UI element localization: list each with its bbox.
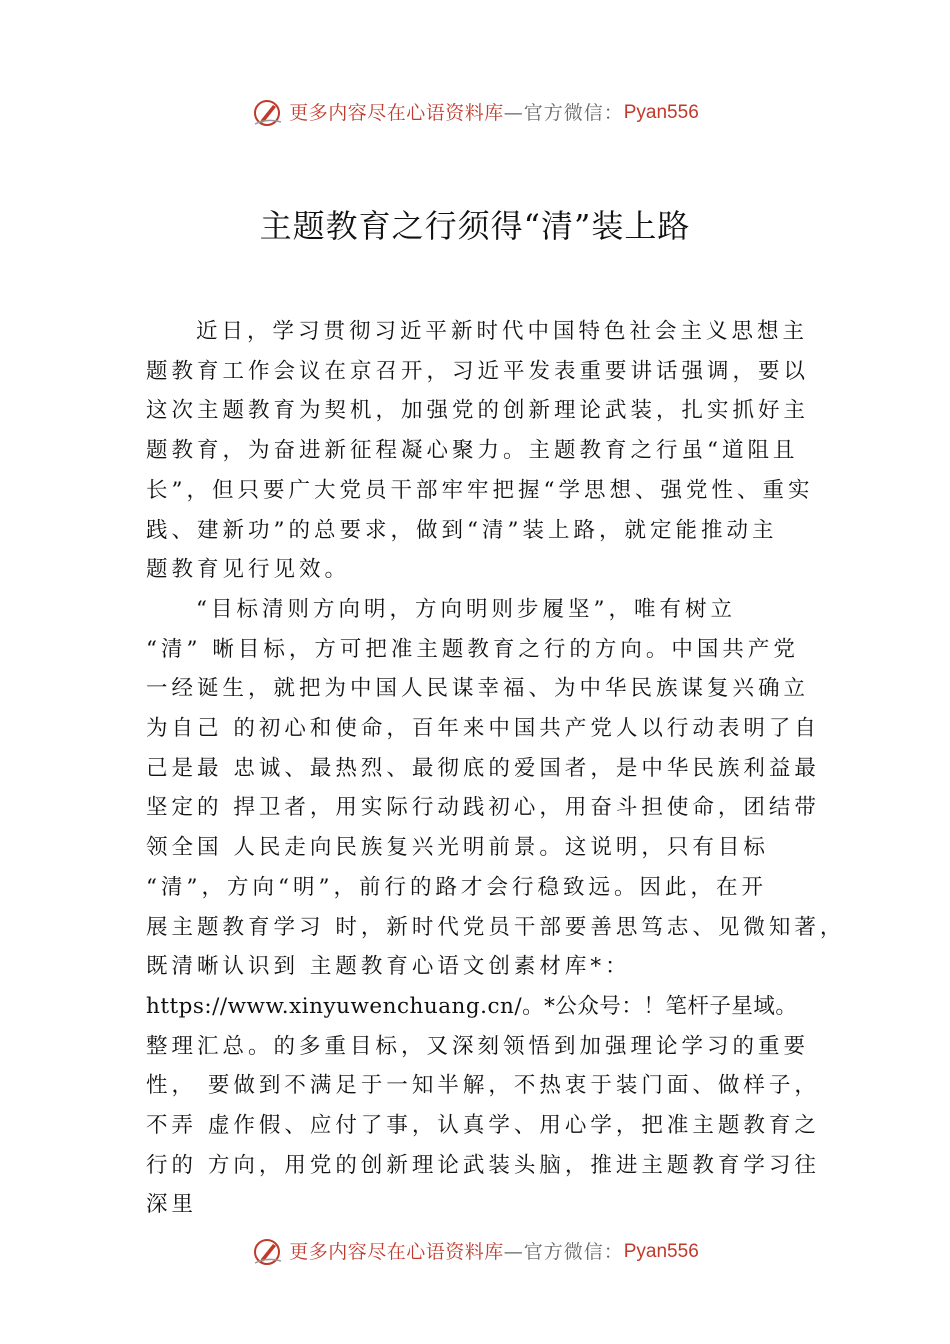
text-line: 展主题教育学习 时，新时代党员干部要善思笃志、见微知著， [146, 914, 846, 940]
text-line: “目标清则方向明，方向明则步履坚”，唯有树立 [196, 596, 736, 622]
text-line: 题教育见行见效。 [146, 557, 351, 583]
text-line: 既清晰认识到 主题教育心语文创素材库*： [146, 954, 631, 980]
text-line: 践、建新功”的总要求，做到“清”装上路，就定能推动主 [146, 517, 778, 543]
text-line: 领全国 人民走向民族复兴光明前景。这说明，只有目标 [146, 835, 769, 861]
paragraph-1 [146, 312, 846, 590]
text-line: 行的 方向，用党的创新理论武装头脑，推进主题教育学习往 [146, 1152, 820, 1178]
footer-banner [0, 1236, 950, 1267]
banner-code: Pyan556 [623, 1241, 699, 1262]
paragraph-2 [146, 590, 846, 1225]
banner-code: Pyan556 [623, 102, 699, 123]
text-line: 一经诞生，就把为中国人民谋幸福、为中华民族谋复兴确立 [146, 676, 810, 702]
text-line: “清” 晰目标，方可把准主题教育之行的方向。中国共产党 [146, 636, 799, 662]
banner-gray-text: —官方微信： [503, 102, 624, 124]
pen-logo-icon [251, 98, 285, 128]
document-title: 主题教育之行须得“清”装上路 [259, 207, 691, 245]
text-line: 题教育工作会议在京召开，习近平发表重要讲话强调，要以 [146, 358, 810, 384]
text-line: 性， 要做到不满足于一知半解，不热衷于装门面、做样子， [146, 1073, 820, 1099]
text-line: “清”，方向“明”，前行的路才会行稳致远。因此，在开 [146, 874, 767, 900]
banner-red-text: 更多内容尽在心语资料库 [289, 1241, 504, 1263]
text-line: 近日，学习贯彻习近平新时代中国特色社会主义思想主 [196, 319, 809, 344]
text-line: 深里 [146, 1192, 198, 1218]
banner-gray-text: —官方微信： [503, 1241, 624, 1263]
text-line: 长”，但只要广大党员干部牢牢把握“学思想、强党性、重实 [146, 477, 814, 503]
banner-red-text: 更多内容尽在心语资料库 [289, 102, 504, 124]
text-line: 这次主题教育为契机，加强党的创新理论武装，扎实抓好主 [146, 398, 810, 424]
pen-logo-icon [251, 1237, 285, 1267]
document-body [146, 312, 846, 1225]
url-line: https://www.xinyuwenchuang.cn/。*公众号：！笔杆子星域。 [146, 993, 798, 1019]
text-line: 己是最 忠诚、最热烈、最彻底的爱国者，是中华民族利益最 [146, 755, 820, 781]
text-line: 为自己 的初心和使命，百年来中国共产党人以行动表明了自 [146, 716, 820, 742]
text-line: 不弄 虚作假、应付了事，认真学、用心学，把准主题教育之 [146, 1113, 820, 1139]
text-line: 题教育，为奋进新征程凝心聚力。主题教育之行虽“道阻且 [146, 438, 799, 464]
text-line: 整理汇总。的多重目标，又深刻领悟到加强理论学习的重要 [146, 1033, 810, 1059]
text-line: 坚定的 捍卫者，用实际行动践初心，用奋斗担使命，团结带 [146, 795, 820, 821]
header-banner [0, 97, 950, 128]
